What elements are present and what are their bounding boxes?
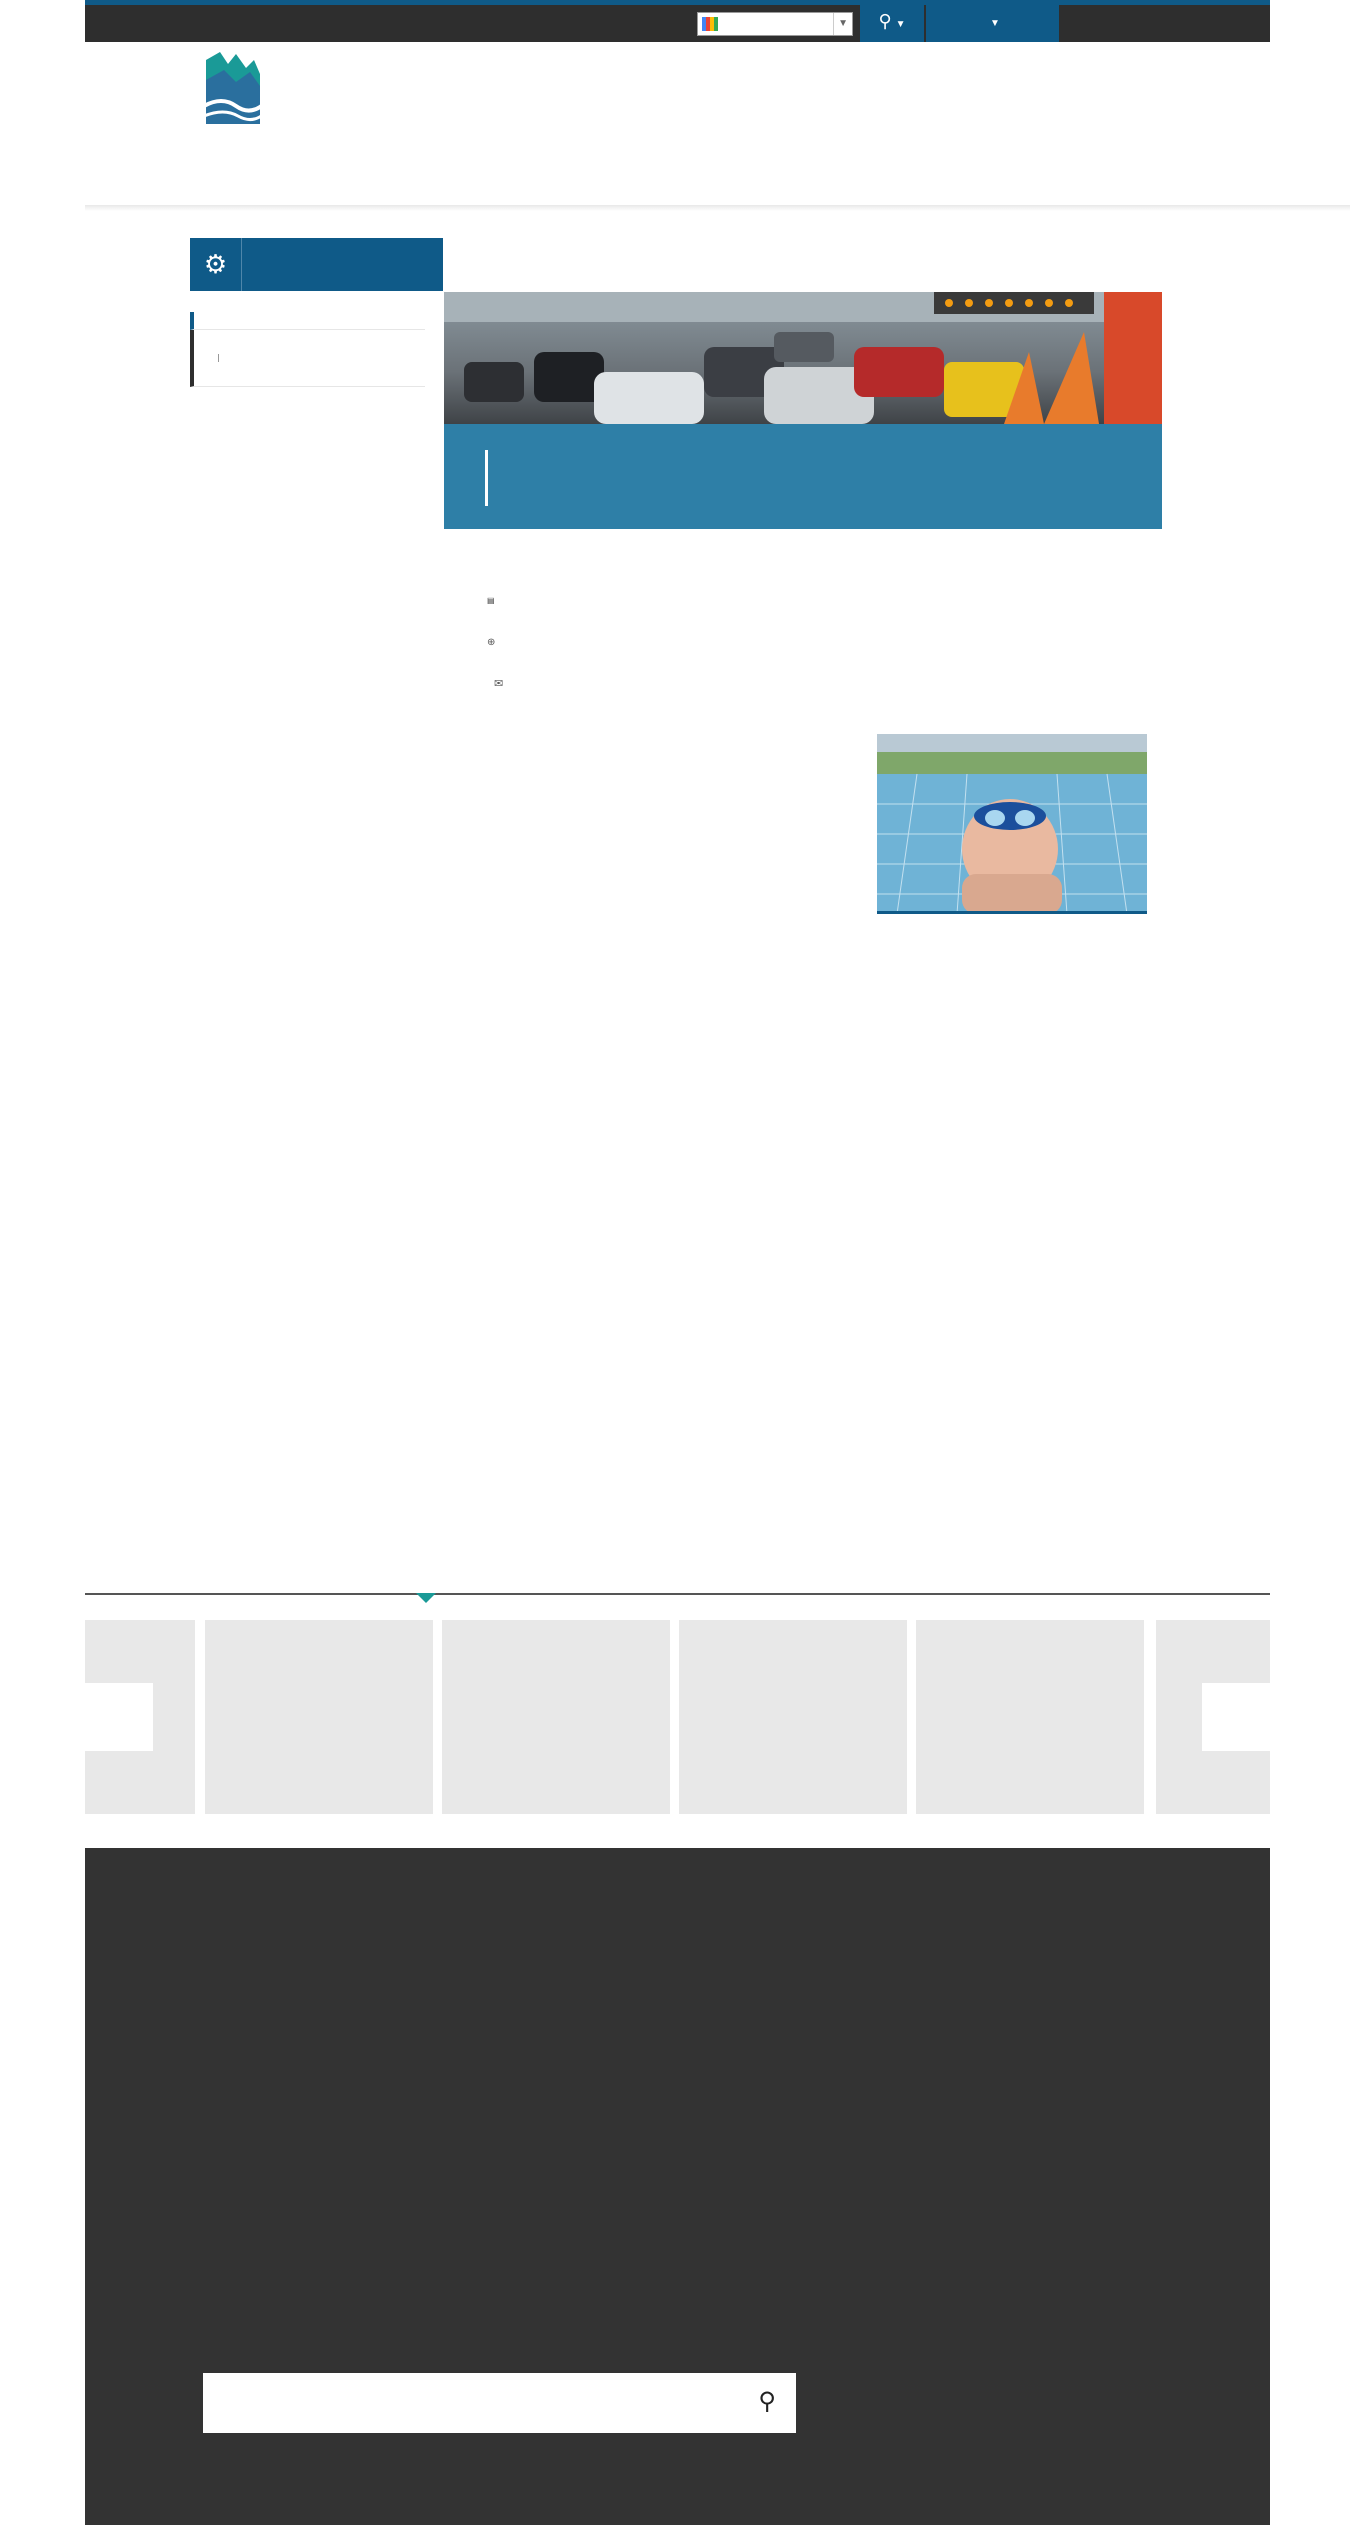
breadcrumb bbox=[484, 256, 532, 270]
footer-search-input[interactable] bbox=[227, 2390, 727, 2416]
nav-divider bbox=[707, 162, 710, 190]
tab-upcoming-events[interactable] bbox=[502, 1555, 709, 1593]
nav-divider bbox=[570, 162, 573, 190]
google-translate-icon bbox=[702, 17, 718, 31]
active-tab-pointer bbox=[416, 1593, 436, 1603]
content-paragraph bbox=[487, 588, 1147, 612]
hero-banner bbox=[444, 292, 1162, 529]
nav-item-discover[interactable] bbox=[190, 160, 202, 192]
nav-item-parks[interactable] bbox=[365, 160, 377, 192]
news-card[interactable] bbox=[916, 1620, 1144, 1814]
sidebar-sub-plans-reports[interactable] bbox=[216, 370, 425, 378]
search-icon: ⚲ bbox=[878, 11, 892, 31]
nav-divider bbox=[838, 162, 841, 190]
search-icon[interactable]: ⚲ bbox=[758, 2388, 776, 2415]
logo-mark-icon bbox=[202, 50, 264, 128]
nav-item-city-hall[interactable] bbox=[707, 160, 719, 192]
tab-featured[interactable] bbox=[204, 1555, 354, 1593]
content-image-pool bbox=[877, 734, 1147, 914]
nav-item-business[interactable] bbox=[1045, 160, 1057, 192]
pool-photo-icon bbox=[877, 734, 1147, 914]
tabs-underline bbox=[85, 1593, 1270, 1595]
carousel-prev-button[interactable] bbox=[85, 1683, 153, 1751]
sidebar-submenu bbox=[190, 330, 425, 387]
hero-title-accent bbox=[485, 450, 488, 506]
envelope-icon: ✉ bbox=[493, 678, 504, 690]
carousel-next-button[interactable] bbox=[1202, 1683, 1270, 1751]
news-card[interactable] bbox=[442, 1620, 670, 1814]
sidebar-item-roads-transportation[interactable] bbox=[190, 312, 425, 330]
footer bbox=[85, 1848, 1270, 2525]
content-paragraph bbox=[487, 630, 1147, 654]
chevron-down-icon: ▼ bbox=[833, 13, 848, 35]
top-bar bbox=[85, 0, 1270, 42]
nav-divider bbox=[365, 162, 368, 190]
external-link-icon: ⊕ bbox=[487, 637, 496, 648]
traffic-photo-icon bbox=[444, 292, 1162, 424]
language-select[interactable] bbox=[697, 12, 853, 36]
sidebar-sub-transportation-options[interactable] bbox=[216, 362, 425, 370]
sidebar-nav bbox=[190, 312, 425, 387]
sidebar-header bbox=[190, 238, 443, 291]
main-content bbox=[487, 570, 1147, 713]
content-paragraph bbox=[487, 672, 1147, 695]
hero-photo-traffic bbox=[444, 292, 1162, 424]
footer-search-box bbox=[203, 2373, 796, 2433]
gear-icon: ⚙ bbox=[190, 238, 242, 291]
nav-shadow bbox=[85, 205, 1350, 211]
sidebar-sub-overview[interactable] bbox=[216, 338, 425, 346]
city-logo[interactable] bbox=[202, 50, 402, 135]
i-want-to-button[interactable] bbox=[926, 0, 1059, 42]
sidebar-sub-roads[interactable] bbox=[216, 346, 425, 354]
nav-item-planning[interactable] bbox=[838, 160, 850, 192]
nav-divider bbox=[190, 162, 193, 190]
nav-divider bbox=[1045, 162, 1048, 190]
sidebar-roads-children bbox=[218, 354, 425, 362]
chevron-down-icon: ▼ bbox=[990, 18, 1001, 29]
tab-news-feed[interactable] bbox=[358, 1555, 498, 1593]
nav-item-city-services[interactable] bbox=[570, 160, 582, 192]
news-card[interactable] bbox=[205, 1620, 433, 1814]
sidebar-sub-getting-around[interactable] bbox=[233, 354, 425, 362]
search-toggle-button[interactable] bbox=[860, 0, 924, 42]
hero-title-band bbox=[444, 424, 1162, 529]
news-card[interactable] bbox=[679, 1620, 907, 1814]
chevron-down-icon: ▼ bbox=[895, 19, 906, 30]
pdf-icon[interactable]: ▤ bbox=[487, 596, 495, 605]
